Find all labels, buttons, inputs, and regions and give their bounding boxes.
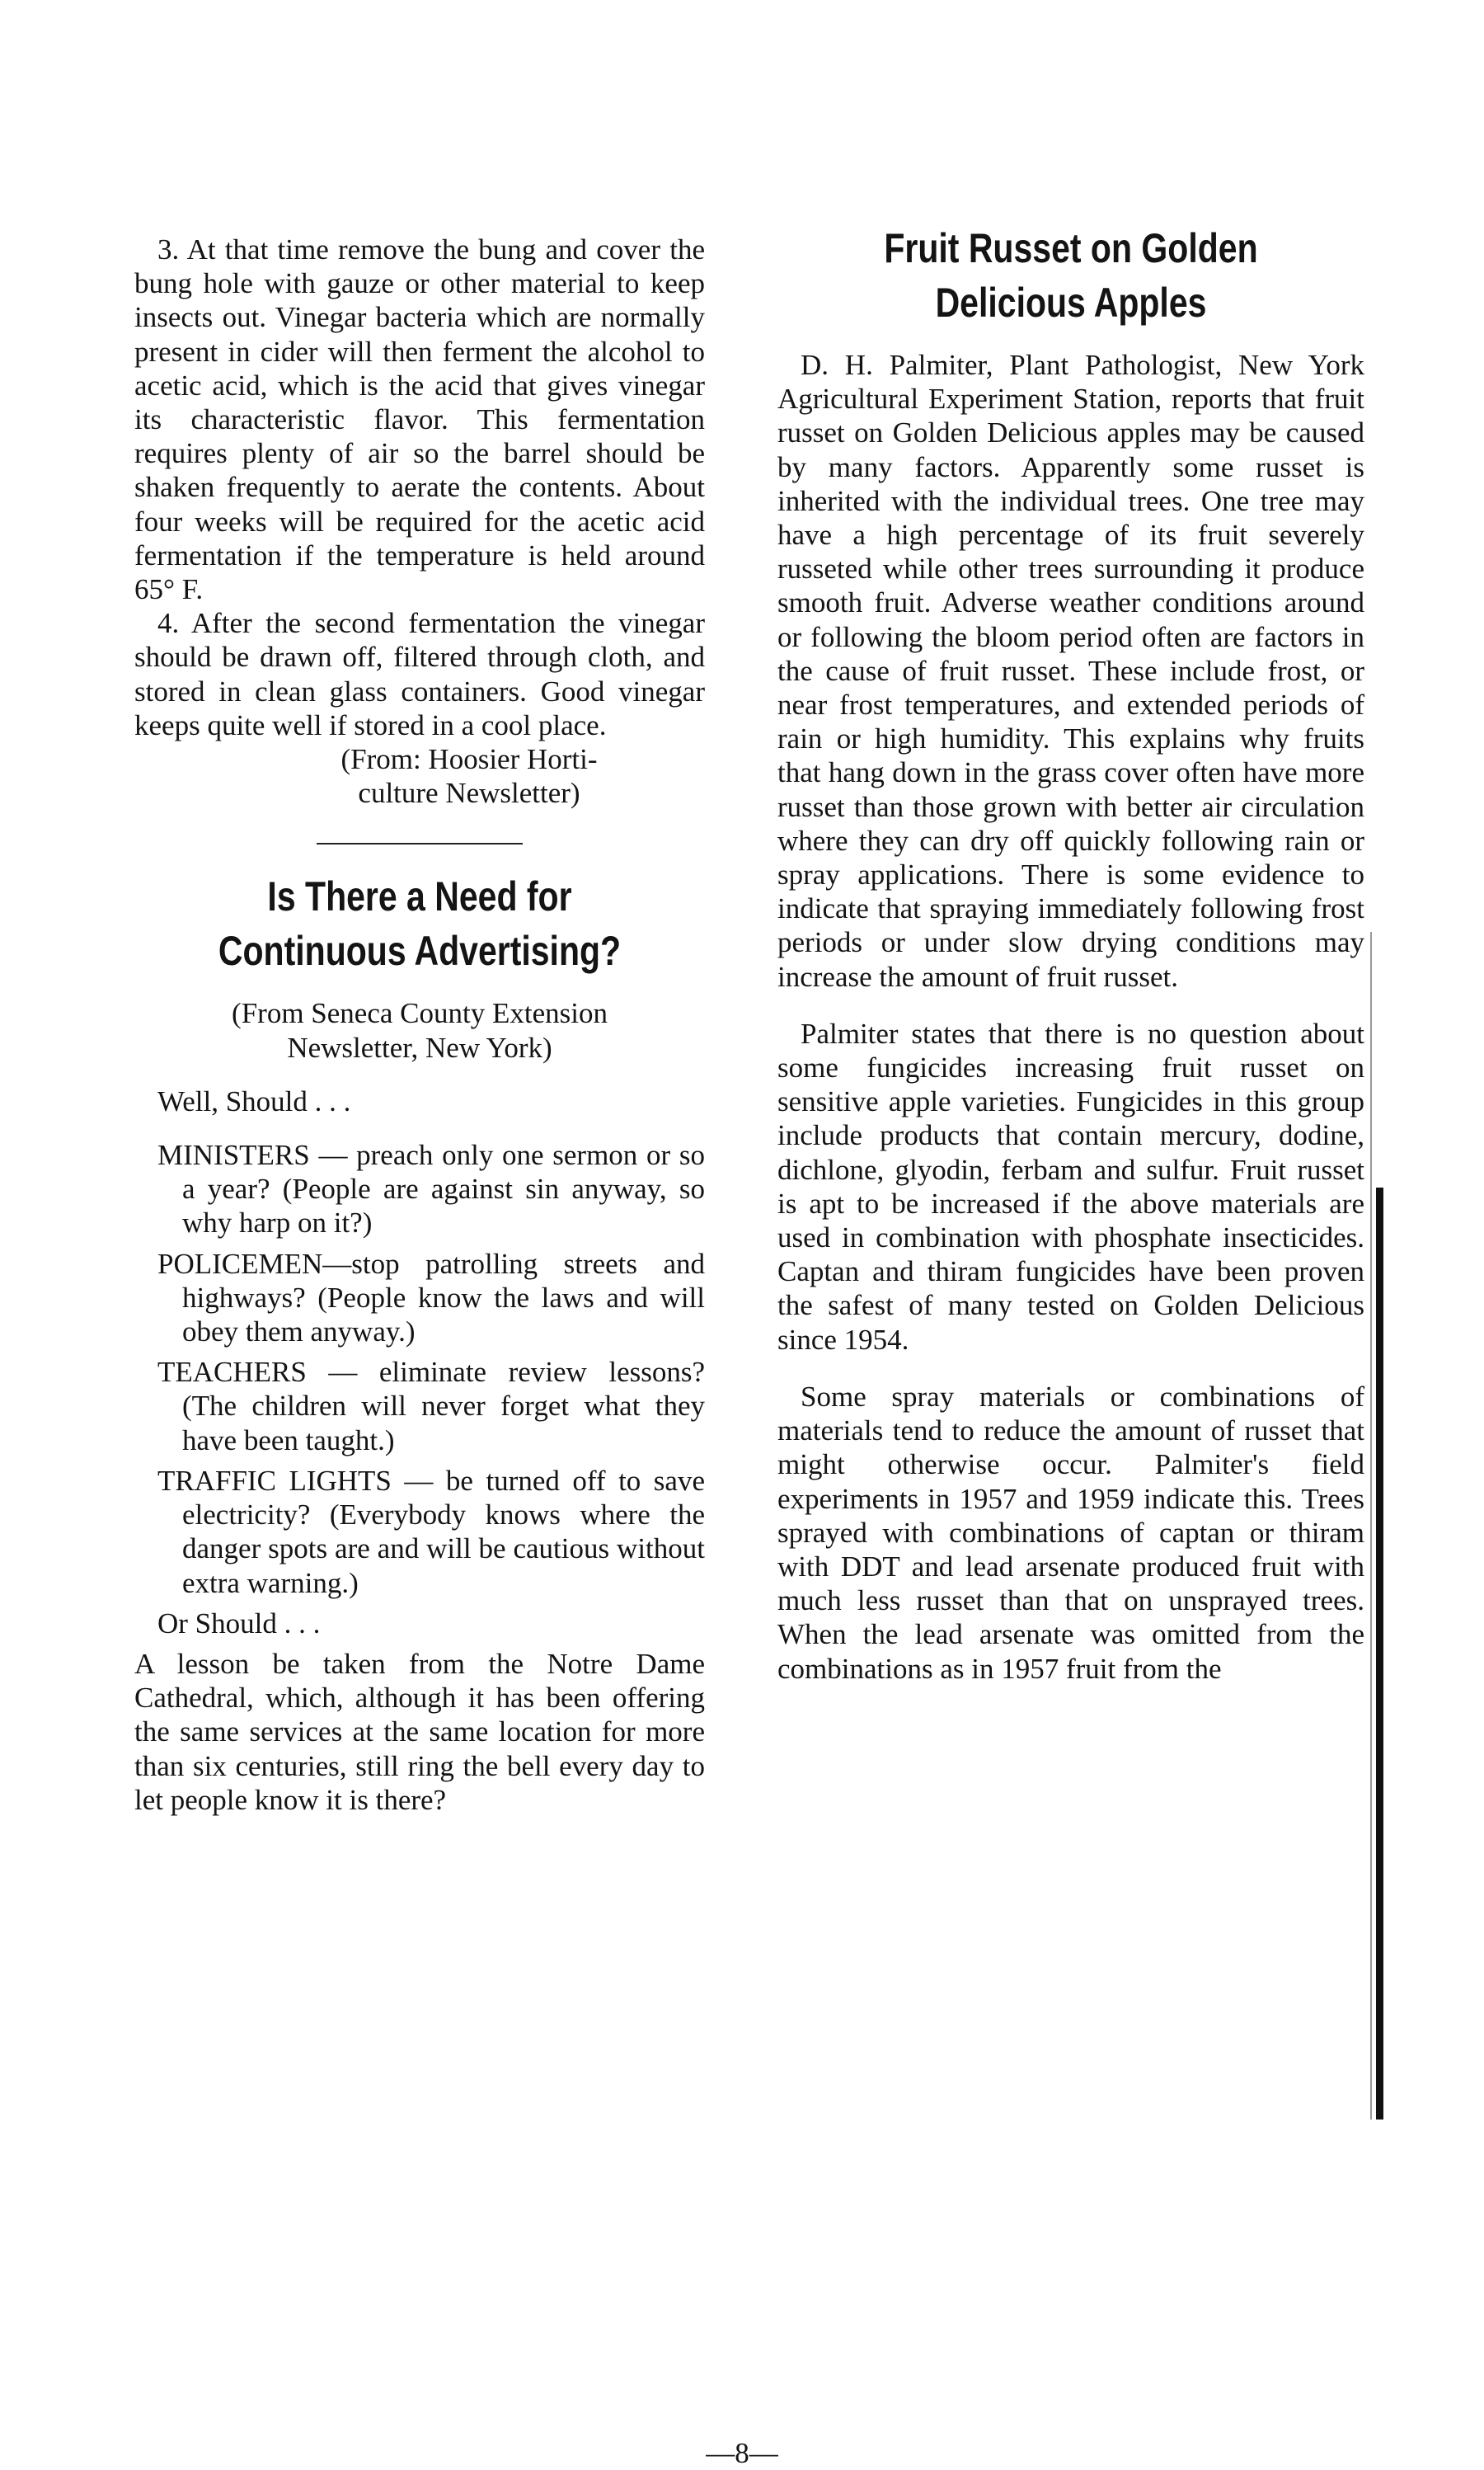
advertising-source-line-1: (From Seneca County Extension [232, 997, 608, 1030]
vinegar-source-line-1: (From: Hoosier Horti- [340, 743, 598, 776]
step-3-paragraph: 3. At that time remove the bung and cover the bung hole with gauze or other material to keep insects out. Vinegar bacteria which are normally present in cider will then ferment the alcohol to acetic acid, which is the acid that gives vinegar its characteristic flavor. This fermentation requires plenty of air so the barrel should be shaken frequently to aerate the contents. About four weeks will be required for the acetic acid fermentation if the temperature is held around 65° F. [134, 233, 705, 606]
advertising-source-line-2: Newsletter, New York) [287, 1031, 552, 1064]
page-edge-line [1370, 932, 1372, 2119]
advertising-headline [134, 869, 705, 978]
list-item: MINISTERS — preach only one sermon or so a year? (People are against sin anyway, so why harp on it?) [157, 1139, 705, 1240]
advertising-list [134, 1138, 705, 1600]
advertising-headline-line-1: Is There a Need for [267, 873, 572, 920]
list-item: POLICEMEN—stop patrolling streets and highways? (People know the laws and will obey them anyway.) [157, 1247, 705, 1348]
vinegar-source-line-2: culture Newsletter) [358, 777, 580, 810]
advertising-headline-line-2: Continuous Advertising? [218, 928, 622, 975]
vinegar-source [134, 742, 705, 810]
russet-paragraph-1: D. H. Palmiter, Plant Pathologist, New York Agricultural Experiment Station, reports that fruit russet on Golden Delicious apples may be caused by many factors. Apparently some russet is inherited with the individual trees. One tree may have a high percentage of its fruit severely russeted while other trees surrounding it produce smooth fruit. Adverse weather conditions around or following the bloom period often are factors in the cause of fruit russet. These include frost, or near frost temperatures, and extended periods of rain or high humidity. This explains why fruits that hang down in the grass cover often have more russet than those grown with better air circulation where they can dry off quickly following rain or spray applications. There is some evidence to indicate that spraying immediately following frost periods or under slow drying conditions may increase the amount of fruit russet. [777, 349, 1364, 993]
russet-headline [777, 221, 1364, 330]
russet-paragraph-2: Palmiter states that there is no question about some fungicides increasing fruit russet on sensitive apple varieties. Fungicides in this group include products that contain mercury, dodine, dichlone, glyodin, ferbam and sulfur. Fruit russet is apt to be increased if the above materials are used in combination with phosphate insecticides. Captan and thiram fungicides have been proven the safest of many tested on Golden Delicious since 1954. [777, 1017, 1364, 1356]
page-edge-shadow [1376, 1188, 1383, 2119]
step-4-paragraph: 4. After the second fermentation the vinegar should be drawn off, filtered through cloth, and stored in clean glass containers. Good vinegar keeps quite well if stored in a cool place. [134, 607, 705, 741]
right-column [777, 225, 1364, 1686]
well-should: Well, Should . . . [157, 1084, 351, 1117]
page-number: —8— [706, 2437, 778, 2469]
russet-headline-line-1: Fruit Russet on Golden [884, 225, 1258, 271]
or-should: Or Should . . . [157, 1607, 321, 1640]
advertising-source [134, 996, 705, 1064]
russet-headline-line-2: Delicious Apples [935, 280, 1207, 326]
russet-paragraph-3: Some spray materials or combinations of materials tend to reduce the amount of russet that might otherwise occur. Palmiter's field experiments in 1957 and 1959 indicate this. Trees sprayed with combinations of captan or thiram with DDT and lead arsenate produced fruit with much less russet than that on unsprayed trees. When the lead arsenate was omitted from the combinations as in 1957 fruit from the [777, 1380, 1364, 1685]
list-item: TRAFFIC LIGHTS — be turned off to save electricity? (Everybody knows where the danger spots are and will be cautious without extra warning.) [157, 1464, 705, 1599]
list-item: TEACHERS — eliminate review lessons? (The children will never forget what they have been taught.) [157, 1356, 705, 1456]
lesson-paragraph: A lesson be taken from the Notre Dame Cathedral, which, although it has been offering the same services at the same location for more than six centuries, still ring the bell every day to let people know it is there? [134, 1647, 705, 1816]
left-column [134, 233, 705, 1817]
